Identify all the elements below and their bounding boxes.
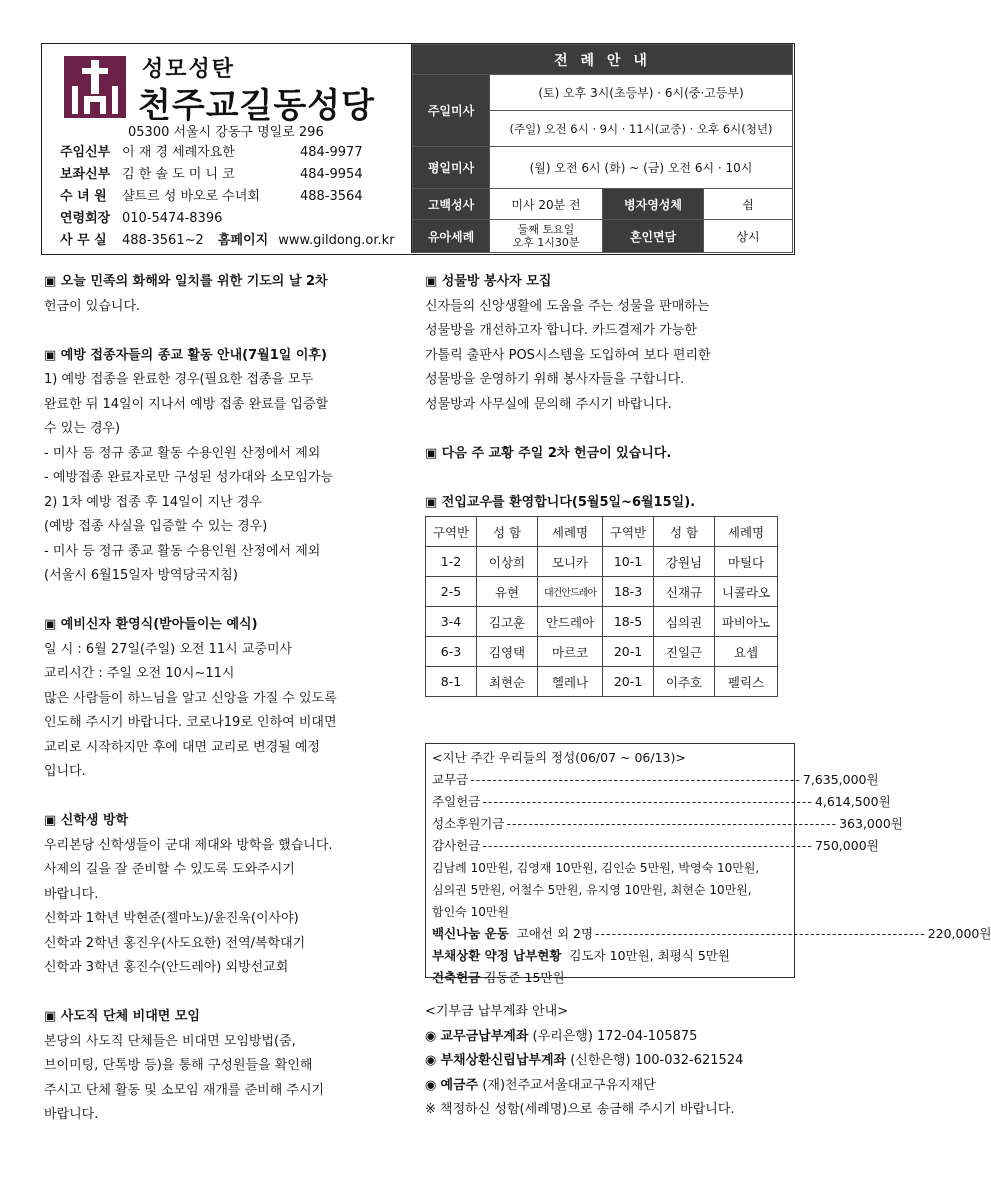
bullet-icon: ◉	[425, 1053, 437, 1068]
table-row	[426, 607, 778, 637]
pope-sunday-notice: ▣ 다음 주 교황 주일 2차 헌금이 있습니다.	[425, 445, 672, 461]
church-logo	[64, 56, 126, 118]
catechumen-line: 인도해 주시기 바랍니다. 코로나19로 인하여 비대면	[44, 715, 337, 730]
offering-amount: 363,000원	[839, 816, 903, 831]
seminarian-line: 신학과 2학년 홍진우(사도요한) 전역/복학대기	[44, 935, 306, 951]
table-cell: 이상희	[477, 547, 538, 577]
catechumen-title: ▣ 예비신자 환영식(받아들이는 예식)	[44, 617, 258, 632]
parish-address: 05300 서울시 강동구 명일로 296	[128, 125, 324, 140]
homepage-url: www.gildong.or.kr	[278, 233, 395, 248]
shop-line: 성물방과 사무실에 문의해 주시기 바랍니다.	[425, 396, 672, 412]
groups-line: 주시고 단체 활동 및 소모임 재개를 준비해 주시기	[44, 1082, 325, 1098]
account-text: (재)천주교서울대교구유지재단	[482, 1077, 656, 1093]
vaccine-title: ▣ 예방 접종자들의 종교 활동 안내(7월1일 이후)	[44, 347, 327, 363]
thanks-line: 김남례 10만원, 김영재 10만원, 김인순 5만원, 박영숙 10만원,	[432, 861, 760, 875]
offering-row: 성소후원기금 ------------------------------------------------------------ 363,000원	[432, 813, 788, 835]
debt-text: 김도자 10만원, 최평식 5만원	[569, 948, 730, 963]
table-cell: 8-1	[426, 667, 477, 697]
baptism-time: 오후 1시30분	[512, 236, 580, 249]
table-cell: 안드레아	[538, 607, 603, 637]
seminarian-line: 사제의 길을 잘 준비할 수 있도록 도와주시기	[44, 862, 295, 877]
offering-label: 교무금	[432, 772, 469, 787]
account-label: 부채상환신립납부계좌	[440, 1053, 567, 1068]
table-cell: 2-5	[426, 577, 477, 607]
liturgy-schedule	[412, 44, 793, 253]
vaccine-share-amount: 220,000원	[927, 926, 991, 941]
staff-role: 수 녀 원	[60, 189, 107, 204]
col-header: 성 함	[477, 517, 538, 547]
staff-name: 이 재 경 세례자요한	[122, 145, 235, 160]
building-text: 김동준 15만원	[484, 970, 565, 985]
col-header: 구역반	[426, 517, 477, 547]
welcome-header-row	[426, 517, 778, 547]
debt-label: 부채상환 약정 납부현황	[432, 948, 562, 963]
marriage-label: 혼인면담	[603, 220, 704, 253]
table-cell: 유현	[477, 577, 538, 607]
offering-row: 주일헌금 ------------------------------------------------------------ 4,614,500원	[432, 791, 788, 813]
offering-title: <지난 주간 우리들의 정성(06/07 ~ 06/13)>	[432, 750, 686, 765]
account-title: <기부금 납부계좌 안내>	[425, 1004, 569, 1019]
shop-line: 신자들의 신앙생활에 도움을 주는 성물을 판매하는	[425, 298, 710, 314]
catechumen-line: 입니다.	[44, 764, 86, 779]
account-label: 교무금납부계좌	[440, 1028, 529, 1044]
sick-communion-label: 병자영성체	[603, 189, 704, 220]
catechumen-line: 일 시 : 6월 27일(주일) 오전 11시 교중미사	[44, 641, 293, 657]
account-line	[425, 1025, 797, 1050]
table-cell: 진일근	[654, 637, 715, 667]
table-cell: 3-4	[426, 607, 477, 637]
vaccine-line: 2) 1차 예방 접종 후 14일이 지난 경우	[44, 494, 262, 510]
table-cell: 김고훈	[477, 607, 538, 637]
table-cell: 강원님	[654, 547, 715, 577]
offering-amount: 750,000원	[814, 838, 879, 853]
seminarian-line: 우리본당 신학생들이 군대 제대와 방학을 했습니다.	[44, 837, 333, 853]
groups-title: ▣ 사도직 단체 비대면 모임	[44, 1009, 200, 1024]
bullet-icon: ◉	[425, 1028, 437, 1044]
table-row	[426, 577, 778, 607]
catechumen-line: 많은 사람들이 하느님을 알고 신앙을 가질 수 있도록	[44, 690, 337, 706]
catechumen-line: 교리시간 : 주일 오전 10시~11시	[44, 666, 235, 681]
vaccine-line: 완료한 뒤 14일이 지나서 예방 접종 완료를 입증할	[44, 396, 329, 412]
vaccine-line: - 미사 등 정규 종교 활동 수용인원 산정에서 제외	[44, 445, 321, 461]
staff-row	[60, 209, 300, 229]
staff-phone: 484-9954	[300, 167, 363, 182]
col-header: 구역반	[603, 517, 654, 547]
table-cell: 파비아노	[715, 607, 778, 637]
weekday-mass-label: 평일미사	[413, 147, 490, 189]
table-cell: 모니카	[538, 547, 603, 577]
account-label: 예금주	[440, 1077, 479, 1093]
account-text: (우리은행) 172-04-105875	[532, 1028, 698, 1044]
offering-amount: 4,614,500원	[814, 794, 891, 809]
vaccine-line: (서울시 6월15일자 방역당국지침)	[44, 568, 238, 583]
table-cell: 심의권	[654, 607, 715, 637]
seminarian-line: 신학과 3학년 홍진수(안드레아) 외방선교회	[44, 960, 289, 975]
right-column	[425, 270, 797, 515]
groups-line: 바랍니다.	[44, 1107, 99, 1122]
weekday-mass: (월) 오전 6시 (화) ~ (금) 오전 6시 · 10시	[490, 147, 793, 189]
col-header: 성 함	[654, 517, 715, 547]
shop-line: 성물방을 운영하기 위해 봉사자들을 구합니다.	[425, 372, 685, 387]
shop-title: ▣ 성물방 봉사자 모집	[425, 274, 552, 289]
col-header: 세례명	[538, 517, 603, 547]
table-row	[426, 547, 778, 577]
groups-line: 브이미팅, 단톡방 등)을 통해 구성원들을 확인해	[44, 1058, 313, 1073]
account-info	[425, 1000, 797, 1123]
table-cell: 요셉	[715, 637, 778, 667]
table-cell: 20-1	[603, 637, 654, 667]
sunday-mass-sat: (토) 오후 3시(초등부) · 6시(중·고등부)	[490, 75, 793, 111]
building-row	[432, 967, 788, 989]
vaccine-line: 1) 예방 접종을 완료한 경우(필요한 접종을 모두	[44, 372, 314, 387]
table-row	[426, 637, 778, 667]
sunday-mass-label: 주일미사	[413, 75, 490, 147]
debt-row	[432, 945, 788, 967]
welcome-table	[425, 516, 778, 697]
table-cell: 20-1	[603, 667, 654, 697]
sunday-mass-sun: (주일) 오전 6시 · 9시 · 11시(교중) · 오후 6시(청년)	[490, 111, 793, 147]
table-cell: 펠릭스	[715, 667, 778, 697]
offering-amount: 7,635,000원	[802, 772, 879, 787]
offering-label: 감사헌금	[432, 838, 481, 853]
building-label: 건축헌금	[432, 970, 481, 985]
bullet-icon: ◉	[425, 1077, 437, 1093]
table-cell: 1-2	[426, 547, 477, 577]
staff-name: 샬트르 성 바오로 수녀회	[122, 189, 260, 204]
seminarian-title: ▣ 신학생 방학	[44, 813, 129, 828]
account-text: (신한은행) 100-032-621524	[570, 1053, 744, 1068]
offering-row: 감사헌금 ------------------------------------------------------------ 750,000원	[432, 835, 788, 857]
notice-line: ▣ 오늘 민족의 화해와 일치를 위한 기도의 날 2차	[44, 274, 328, 289]
groups-line: 본당의 사도직 단체들은 비대면 모임방법(줌,	[44, 1033, 296, 1049]
parish-info	[42, 44, 412, 253]
table-cell: 대건안드레아	[538, 577, 603, 607]
offering-box	[425, 743, 991, 985]
staff-phone: 488-3564	[300, 189, 363, 204]
shop-line: 성물방을 개선하고자 합니다. 카드결제가 가능한	[425, 323, 697, 338]
vaccine-share-row: 백신나눔 운동 고애선 외 2명 ------------------------------------------------------------ 220,000원	[432, 923, 788, 945]
offering-label: 주일헌금	[432, 794, 481, 809]
staff-role: 연령회장	[60, 211, 111, 226]
table-cell: 이주호	[654, 667, 715, 697]
table-cell: 김영택	[477, 637, 538, 667]
table-cell: 18-3	[603, 577, 654, 607]
staff-phone: 484-9977	[300, 145, 363, 160]
table-cell: 10-1	[603, 547, 654, 577]
parish-feast: 성모성탄	[142, 57, 236, 82]
seminarian-line: 신학과 1학년 박현준(젤마노)/윤진욱(이사야)	[44, 911, 299, 926]
account-line	[425, 1074, 797, 1099]
sick-communion-value: 쉼	[704, 189, 793, 220]
table-cell: 니콜라오	[715, 577, 778, 607]
vaccine-share-label: 백신나눔 운동	[432, 926, 509, 941]
staff-role: 보좌신부	[60, 167, 111, 182]
table-row	[426, 667, 778, 697]
table-cell: 마르코	[538, 637, 603, 667]
offering-label: 성소후원기금	[432, 816, 505, 831]
schedule-title: 전 례 안 내	[413, 45, 793, 75]
staff-row	[60, 187, 363, 207]
office-phone: 488-3561~2	[122, 233, 204, 248]
staff-name: 김 한 솔 도 미 니 코	[122, 167, 235, 182]
staff-name: 010-5474-8396	[122, 211, 223, 226]
homepage-label: 홈페이지	[217, 233, 269, 248]
staff-row	[60, 165, 363, 185]
baptism-day: 둘째 토요일	[517, 223, 575, 236]
shop-line: 가톨릭 출판사 POS시스템을 도입하여 보다 편리한	[425, 347, 711, 363]
vaccine-line: - 예방접종 완료자로만 구성된 성가대와 소모임가능	[44, 470, 334, 485]
baptism-label: 유아세례	[413, 220, 490, 253]
thanks-line: 심의권 5만원, 어철수 5만원, 유지영 10만원, 최현순 10만원,	[432, 883, 752, 897]
staff-row	[60, 143, 363, 163]
office-row	[60, 231, 395, 251]
staff-role: 주임신부	[60, 145, 111, 160]
table-cell: 6-3	[426, 637, 477, 667]
thanks-line: 함인숙 10만원	[432, 905, 510, 919]
notice-line: 헌금이 있습니다.	[44, 298, 141, 314]
account-line	[425, 1049, 797, 1074]
welcome-title: ▣ 전입교우를 환영합니다(5월5일~6월15일).	[425, 494, 696, 510]
catechumen-line: 교리로 시작하지만 후에 대면 교리로 변경될 예정	[44, 739, 320, 755]
offering-row: 교무금 ------------------------------------------------------------ 7,635,000원	[432, 769, 788, 791]
confession-label: 고백성사	[413, 189, 490, 220]
vaccine-line: 수 있는 경우)	[44, 421, 121, 436]
bulletin-header	[41, 43, 795, 255]
vaccine-line: (예방 접종 사실을 입증할 수 있는 경우)	[44, 519, 268, 534]
office-role: 사 무 실	[60, 233, 107, 248]
table-cell: 마틸다	[715, 547, 778, 577]
vaccine-line: - 미사 등 정규 종교 활동 수용인원 산정에서 제외	[44, 543, 321, 559]
left-column	[44, 270, 414, 1128]
seminarian-line: 바랍니다.	[44, 886, 99, 902]
baptism-value	[490, 220, 603, 253]
vaccine-share-note: 고애선 외 2명	[516, 926, 594, 941]
account-note: ※ 책정하신 성함(세례명)으로 송금해 주시기 바랍니다.	[425, 1102, 735, 1117]
table-cell: 최현순	[477, 667, 538, 697]
table-cell: 18-5	[603, 607, 654, 637]
table-cell: 헬레나	[538, 667, 603, 697]
parish-name: 천주교길동성당	[138, 86, 375, 126]
marriage-value: 상시	[704, 220, 793, 253]
col-header: 세례명	[715, 517, 778, 547]
confession-value: 미사 20분 전	[490, 189, 603, 220]
table-cell: 신재규	[654, 577, 715, 607]
